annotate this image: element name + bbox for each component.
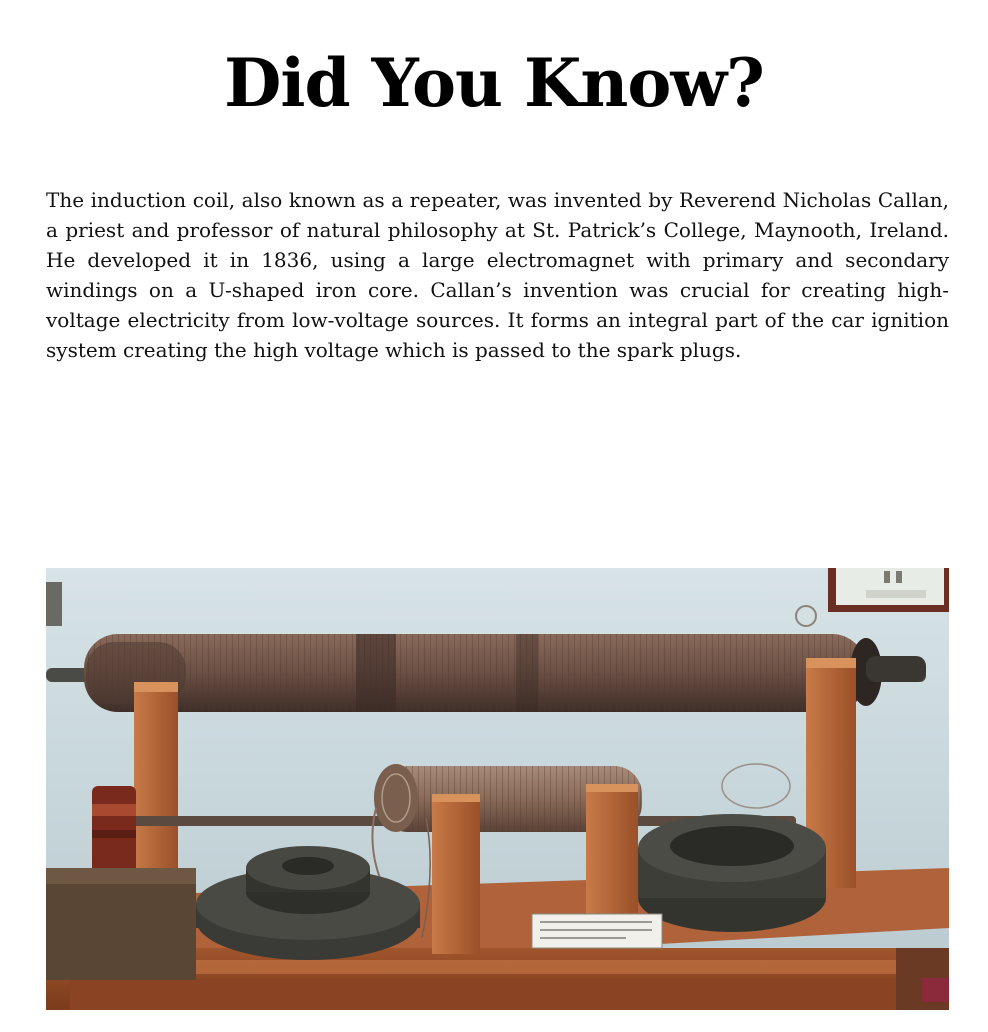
post-small-right bbox=[586, 784, 638, 934]
page-title: Did You Know? bbox=[224, 44, 764, 122]
body-paragraph: The induction coil, also known as a repeater, was invented by Reverend Nicholas Callan, a priest and professor of natural philosophy at St. Patrick’s College, Maynooth, Ireland. He developed it in 1836, using a large electromagnet with primary and secondary windings on a U-shaped iron core. Callan’s invention was crucial for creating high-voltage electricity from low-voltage sources. It forms an integral part of the car ignition system creating the high voltage which is passed to the spark plugs. bbox=[46, 188, 949, 362]
induction-coil-photo bbox=[46, 568, 949, 1010]
wooden-box bbox=[46, 868, 196, 980]
post-small-left bbox=[432, 794, 480, 954]
